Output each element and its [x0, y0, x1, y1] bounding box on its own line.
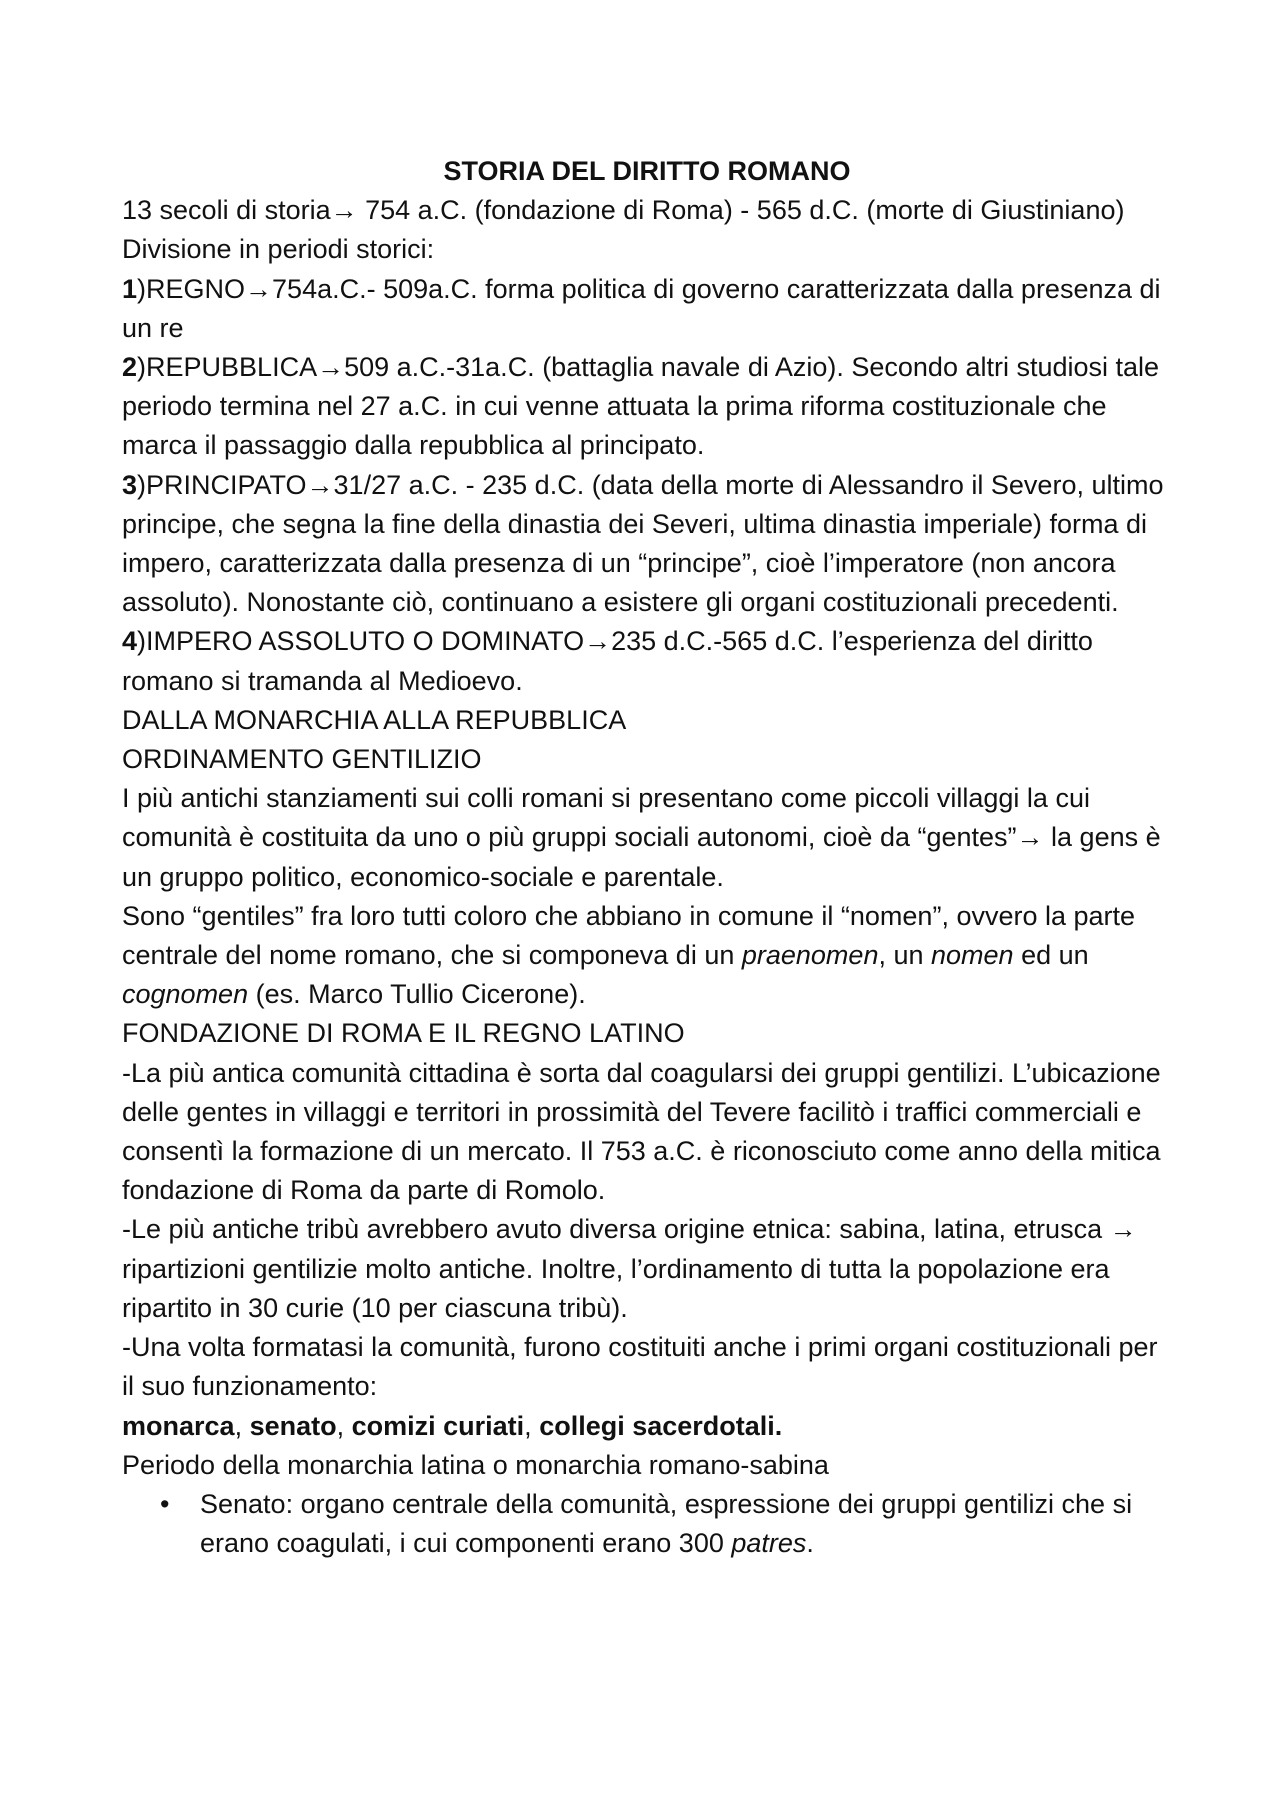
fondazione-paragraph-3: -Una volta formatasi la comunità, furono costituiti anche i primi organi costituzionali per il suo funzionamento:	[122, 1332, 1158, 1402]
gentilizio-paragraph-1: I più antichi stanziamenti sui colli romani si presentano come piccoli villaggi la cui comunità è costituita da uno o più gruppi sociali autonomi, cioè da “gentes”→ la gens è un gruppo politico, economico-sociale e parentale.	[122, 783, 1161, 892]
intro-line: 13 secoli di storia→ 754 a.C. (fondazione di Roma) - 565 d.C. (morte di Giustiniano)	[122, 195, 1125, 226]
organ-comizi: comizi curiati	[351, 1410, 525, 1441]
period-number: 1	[122, 273, 138, 304]
bullet-list	[122, 1485, 1172, 1563]
italic-term: praenomen	[741, 940, 879, 971]
period-mark: .	[774, 1410, 783, 1441]
period-text: )PRINCIPATO→31/27 a.C. - 235 d.C. (data della morte di Alessandro il Severo, ultimo principe, che segna la fine della dinastia dei Severi, ultima dinastia imperiale) forma di impero, caratterizzata dalla presenza di un “principe”, cioè l’imperatore (non ancora assoluto). Nonostante ciò, continuano a esistere gli organi costituzionali precedenti.	[122, 469, 1164, 618]
organ-senato: senato	[249, 1410, 337, 1441]
period-text: )REPUBBLICA→509 a.C.-31a.C. (battaglia navale di Azio). Secondo altri studiosi tale periodo termina nel 27 a.C. in cui venne attuata la prima riforma costituzionale che marca il passaggio dalla repubblica al principato.	[122, 352, 1160, 461]
fondazione-paragraph-2: -Le più antiche tribù avrebbero avuto diversa origine etnica: sabina, latina, etrusca → ripartizioni gentilizie molto antiche. Inoltre, l’ordinamento di tutta la popolazione era ripartito in 30 curie (10 per ciascuna tribù).	[122, 1214, 1137, 1323]
period-text: )IMPERO ASSOLUTO O DOMINATO→235 d.C.-565 d.C. l’esperienza del diritto romano si tramanda al Medioevo.	[122, 626, 1093, 696]
italic-term: patres	[731, 1528, 807, 1559]
separator: ,	[336, 1410, 352, 1441]
text-run: .	[806, 1528, 814, 1559]
text-run: ed un	[1013, 940, 1089, 971]
period-text: )REGNO→754a.C.- 509a.C. forma politica di governo caratterizzata dalla presenza di un re	[122, 273, 1161, 343]
document-page	[122, 152, 1172, 1563]
italic-term: nomen	[931, 940, 1014, 971]
separator: ,	[524, 1410, 540, 1441]
period-number: 3	[122, 469, 138, 500]
fondazione-paragraph-1: -La più antica comunità cittadina è sorta dal coagularsi dei gruppi gentilizi. L’ubicazione delle gentes in villaggi e territori in prossimità del Tevere facilitò i traffici commerciali e consentì la formazione di un mercato. Il 753 a.C. è riconosciuto come anno della mitica fondazione di Roma da parte di Romolo.	[122, 1057, 1161, 1206]
period-2	[122, 348, 1172, 466]
section-heading-gentilizio: ORDINAMENTO GENTILIZIO	[122, 744, 482, 775]
document-title: STORIA DEL DIRITTO ROMANO	[443, 156, 851, 186]
italic-term: cognomen	[122, 979, 249, 1010]
separator: ,	[234, 1410, 250, 1441]
periodo-line: Periodo della monarchia latina o monarchia romano-sabina	[122, 1449, 829, 1480]
section-heading-monarchia: DALLA MONARCHIA ALLA REPUBBLICA	[122, 704, 627, 735]
period-3	[122, 466, 1172, 623]
bullet-text: Senato: organo centrale della comunità, espressione dei gruppi gentilizi che si erano coagulati, i cui componenti erano 300	[200, 1488, 1133, 1559]
bullet-icon: •	[160, 1488, 170, 1519]
period-1	[122, 270, 1172, 348]
division-line: Divisione in periodi storici:	[122, 234, 435, 265]
text-run: Sono “gentiles” fra loro tutti coloro che abbiano in comune il “nomen”, ovvero la parte centrale del nome romano, che si componeva di un	[122, 900, 1136, 971]
text-run: , un	[878, 940, 932, 971]
text-run: (es. Marco Tullio Cicerone).	[248, 979, 586, 1010]
period-number: 4	[122, 626, 138, 657]
organ-monarca: monarca	[122, 1410, 235, 1441]
list-item	[122, 1485, 1172, 1563]
period-4	[122, 622, 1172, 700]
section-heading-fondazione: FONDAZIONE DI ROMA E IL REGNO LATINO	[122, 1018, 685, 1049]
gentilizio-paragraph-2	[122, 897, 1172, 1015]
period-number: 2	[122, 352, 138, 383]
organs-line	[122, 1407, 1172, 1446]
organ-collegi: collegi sacerdotali	[539, 1410, 775, 1441]
